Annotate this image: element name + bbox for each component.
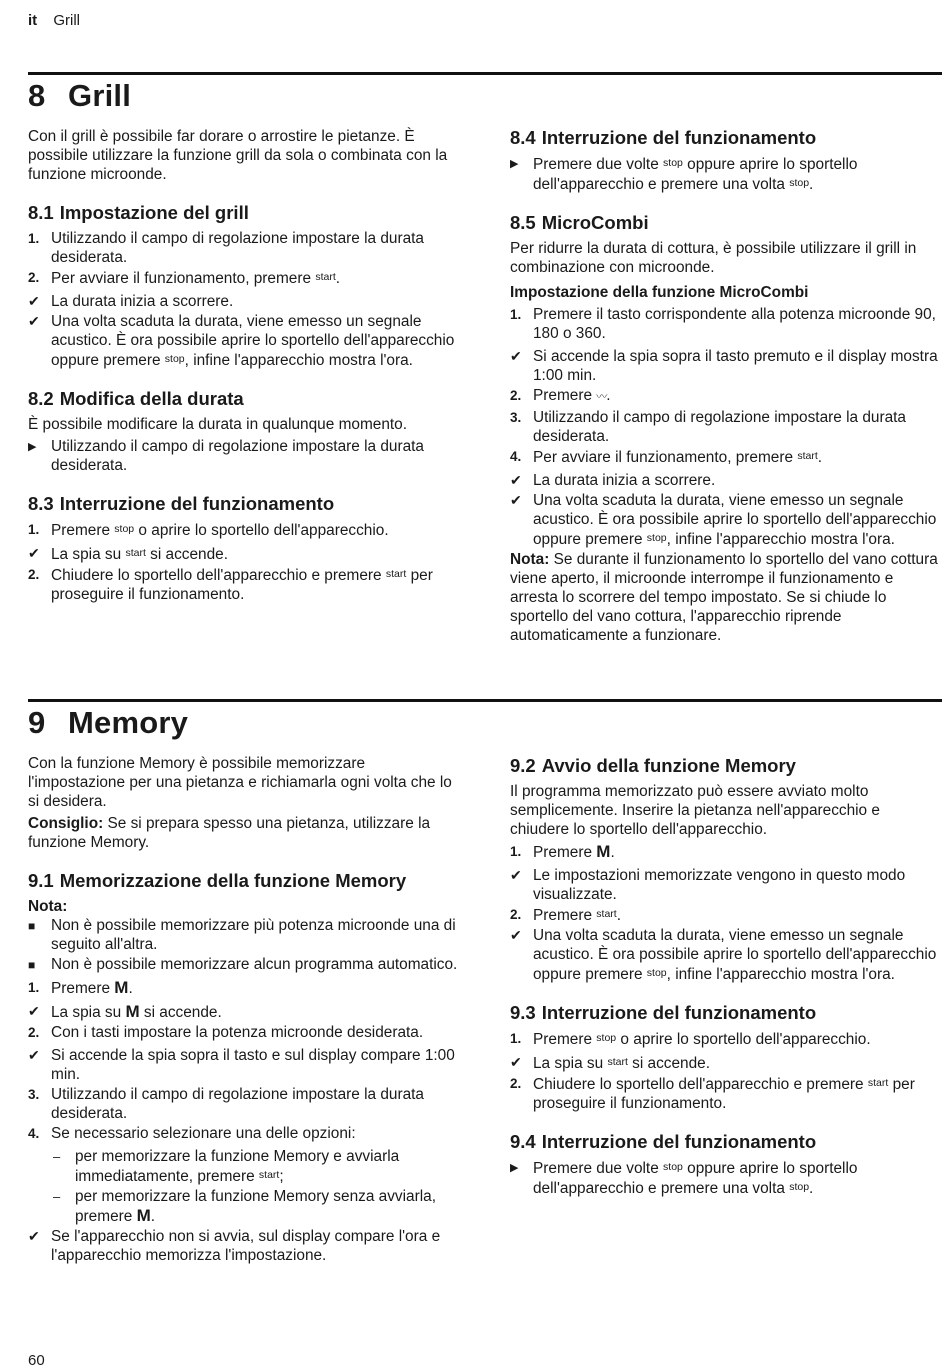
section-heading: 9.2 Avvio della funzione Memory (510, 755, 796, 776)
step-item: 4. Per avviare il funzionamento, premere start. (510, 449, 823, 466)
chapter-divider (28, 72, 942, 75)
microwave-key-icon: 〰 (596, 391, 607, 403)
step-item: 1. Premere M. (510, 842, 615, 861)
language-code: it (28, 12, 38, 29)
check-icon: ✔ (28, 1047, 40, 1063)
chapter-title: Memory (68, 705, 189, 740)
start-key-symbol: start (315, 271, 336, 283)
arrow-icon: ▶ (510, 158, 519, 170)
chapter-heading (28, 705, 188, 741)
step-item: 2. Chiudere lo sportello dell'apparecchio e premere start per proseguire il funzionamento. (28, 567, 433, 603)
section-heading: 8.1 Impostazione del grill (28, 202, 249, 223)
chapter-title: Grill (68, 78, 132, 113)
page-header (28, 12, 80, 29)
start-key-symbol: start (607, 1056, 628, 1068)
arrow-icon: ▶ (28, 441, 37, 453)
check-icon: ✔ (510, 1054, 522, 1070)
instruction-item: ▶ Premere due volte stop oppure aprire lo sportello dell'apparecchio e premere una volta stop. (510, 1160, 858, 1197)
memory-key-symbol: M (114, 978, 129, 997)
column-left (28, 127, 460, 605)
check-icon: ✔ (28, 1003, 40, 1019)
result-item: ✔ Si accende la spia sopra il tasto e sul display compare 1:00 min. (28, 1047, 455, 1083)
bullet-item: ■ Non è possibile memorizzare alcun programma automatico. (28, 956, 458, 973)
column-right (510, 127, 942, 648)
note-label: Nota: (28, 898, 68, 915)
check-icon: ✔ (510, 492, 522, 508)
start-key-symbol: start (258, 1169, 280, 1181)
result-item: ✔ Una volta scaduta la durata, viene emesso un segnale acustico. È ora possibile aprire lo sportello dell'apparecchio oppure premere stop, infine l'apparecchio mostra l'ora. (28, 313, 455, 369)
step-item: 1. Utilizzando il campo di regolazione impostare la durata desiderata. (28, 230, 424, 266)
step-item: 1. Premere il tasto corrispondente alla potenza microonde 90, 180 o 360. (510, 306, 936, 342)
square-bullet-icon: ■ (28, 919, 36, 933)
tip-paragraph: Consiglio: Se si prepara spesso una pietanza, utilizzare la funzione Memory. (28, 815, 431, 851)
check-icon: ✔ (510, 867, 522, 883)
stop-key-symbol: stop (164, 353, 185, 365)
check-icon: ✔ (28, 313, 40, 329)
memory-key-symbol: M (125, 1002, 140, 1021)
instruction-item: ▶ Premere due volte stop oppure aprire lo sportello dell'apparecchio e premere una volta stop. (510, 156, 858, 193)
result-item: ✔ La spia su start si accende. (28, 545, 228, 563)
chapter-intro: Con il grill è possibile far dorare o arrostire le pietanze. È possibile utilizzare la funzione grill da sola o combinata con la funzione microonde. (28, 128, 448, 183)
result-item: ✔ Una volta scaduta la durata, viene emesso un segnale acustico. È ora possibile aprire lo sportello dell'apparecchio oppure premere stop, infine l'apparecchio mostra l'ora. (510, 927, 937, 983)
start-key-symbol: start (596, 908, 617, 920)
section-heading: 8.3 Interruzione del funzionamento (28, 493, 335, 514)
result-item: ✔ La spia su M si accende. (28, 1002, 222, 1021)
header-title: Grill (53, 12, 81, 29)
step-item: 1. Premere stop o aprire lo sportello dell'apparecchio. (510, 1031, 871, 1048)
stop-key-symbol: stop (646, 532, 667, 544)
stop-key-symbol: stop (114, 523, 135, 535)
start-key-symbol: start (867, 1077, 889, 1089)
start-key-symbol: start (797, 450, 818, 462)
section-heading: 8.2 Modifica della durata (28, 388, 244, 409)
check-icon: ✔ (510, 927, 522, 943)
result-item: ✔ Si accende la spia sopra il tasto premuto e il display mostra 1:00 min. (510, 348, 938, 384)
stop-key-symbol: stop (663, 1161, 683, 1173)
result-item: ✔ Le impostazioni memorizzate vengono in questo modo visualizzate. (510, 867, 906, 903)
chapter-number: 9 (28, 705, 46, 740)
page-number: 60 (28, 1352, 45, 1369)
option-item: – per memorizzare la funzione Memory e avviarla immediatamente, premere start; (53, 1148, 400, 1185)
result-item: ✔ Se l'apparecchio non si avvia, sul display compare l'ora e l'apparecchio memorizza l'impostazione. (28, 1228, 441, 1264)
step-item: 2. Chiudere lo sportello dell'apparecchio e premere start per proseguire il funzionamento. (510, 1076, 915, 1112)
step-item: 3. Utilizzando il campo di regolazione impostare la durata desiderata. (510, 409, 906, 445)
step-item: 2. Premere start. (510, 907, 621, 924)
section-heading: 9.4 Interruzione del funzionamento (510, 1131, 817, 1152)
check-icon: ✔ (28, 293, 40, 309)
stop-key-symbol: stop (789, 1181, 810, 1193)
result-item: ✔ Una volta scaduta la durata, viene emesso un segnale acustico. È ora possibile aprire lo sportello dell'apparecchio oppure premere stop, infine l'apparecchio mostra l'ora. (510, 492, 937, 548)
stop-key-symbol: stop (663, 157, 683, 169)
tip-label: Consiglio: (28, 815, 104, 832)
result-item: ✔ La durata inizia a scorrere. (510, 472, 716, 489)
bullet-item: ■ Non è possibile memorizzare più potenza microonde una di seguito all'altra. (28, 917, 456, 953)
step-item: 1. Premere M. (28, 978, 133, 997)
result-item: ✔ La durata inizia a scorrere. (28, 293, 234, 310)
paragraph: Per ridurre la durata di cottura, è possibile utilizzare il grill in combinazione con microonde. (510, 240, 917, 276)
step-item: 2. Premere 〰. (510, 387, 611, 404)
paragraph: Il programma memorizzato può essere avviato molto semplicemente. Inserire la pietanza nell'apparecchio e chiudere lo sportello dell'apparecchio. (510, 783, 880, 838)
column-left (28, 754, 460, 1266)
note-label: Nota: (510, 551, 550, 568)
check-icon: ✔ (510, 472, 522, 488)
step-item: 4. Se necessario selezionare una delle opzioni: (28, 1125, 356, 1142)
stop-key-symbol: stop (646, 967, 667, 979)
note-paragraph: Nota: Se durante il funzionamento lo sportello del vano cottura viene aperto, il microonde interrompe il funzionamento e arresta lo scorrere del tempo impostato. Se si chiude lo sportello del vano cottura, l'apparecchio riprende automaticamente a funzionare. (510, 551, 938, 644)
chapter-number: 8 (28, 78, 46, 113)
square-bullet-icon: ■ (28, 958, 36, 972)
section-heading: 9.1 Memorizzazione della funzione Memory (28, 870, 407, 891)
stop-key-symbol: stop (789, 177, 810, 189)
start-key-symbol: start (125, 547, 146, 559)
step-item: 2. Per avviare il funzionamento, premere start. (28, 270, 341, 287)
result-item: ✔ La spia su start si accende. (510, 1054, 710, 1072)
chapter-divider (28, 699, 942, 702)
option-item: – per memorizzare la funzione Memory senza avviarla, premere M. (53, 1188, 436, 1225)
check-icon: ✔ (28, 545, 40, 561)
memory-key-symbol: M (136, 1206, 151, 1225)
section-heading: 8.4 Interruzione del funzionamento (510, 127, 817, 148)
check-icon: ✔ (28, 1228, 40, 1244)
column-right (510, 755, 942, 1199)
section-heading: 9.3 Interruzione del funzionamento (510, 1002, 817, 1023)
step-item: 2. Con i tasti impostare la potenza microonde desiderata. (28, 1024, 424, 1041)
memory-key-symbol: M (596, 842, 611, 861)
step-item: 3. Utilizzando il campo di regolazione impostare la durata desiderata. (28, 1086, 424, 1122)
start-key-symbol: start (385, 568, 407, 580)
instruction-item: ▶ Utilizzando il campo di regolazione impostare la durata desiderata. (28, 438, 424, 474)
paragraph: È possibile modificare la durata in qualunque momento. (28, 416, 408, 433)
arrow-icon: ▶ (510, 1162, 519, 1174)
chapter-intro: Con la funzione Memory è possibile memorizzare l'impostazione per una pietanza e richiamarla ogni volta che lo si desidera. (28, 755, 452, 810)
step-item: 1. Premere stop o aprire lo sportello dell'apparecchio. (28, 522, 389, 539)
check-icon: ✔ (510, 348, 522, 364)
section-heading: 8.5 MicroCombi (510, 212, 649, 233)
subheading: Impostazione della funzione MicroCombi (510, 284, 809, 301)
chapter-heading (28, 78, 131, 114)
stop-key-symbol: stop (596, 1032, 617, 1044)
